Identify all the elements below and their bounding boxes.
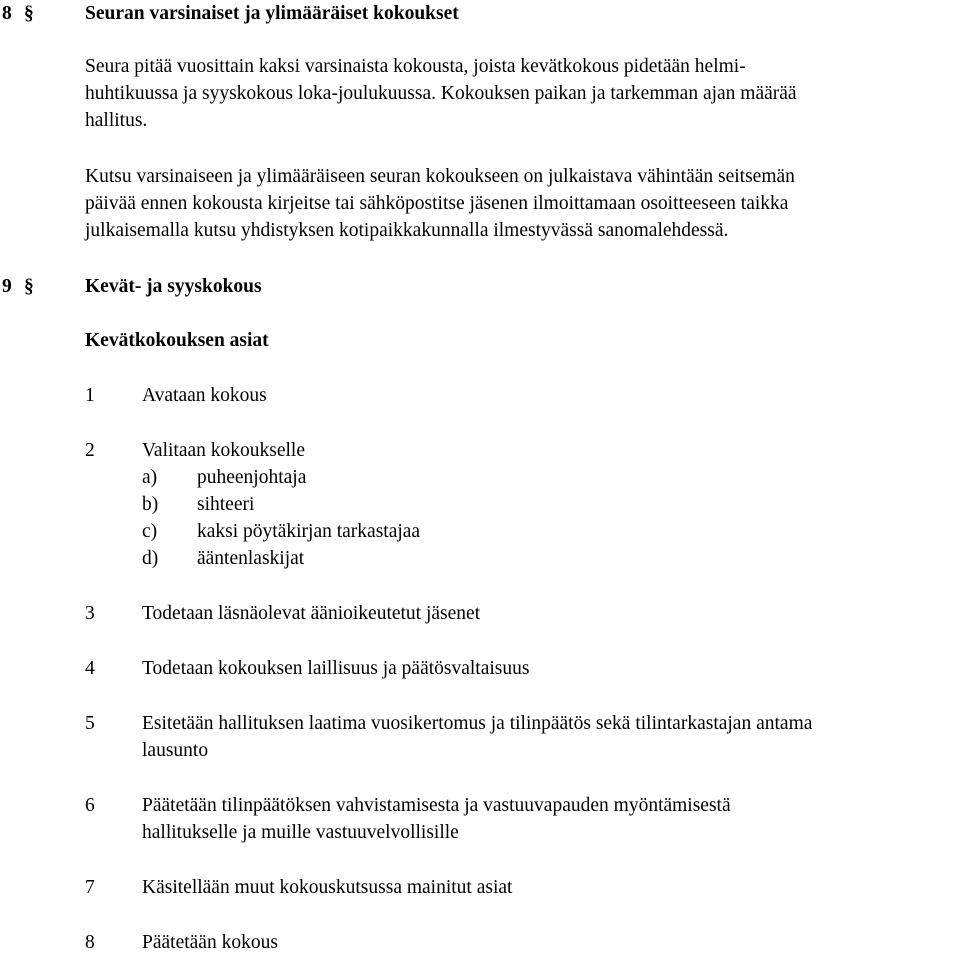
paragraph-line: Kutsu varsinaiseen ja ylimääräiseen seuran kokoukseen on julkaistava vähintään seitsemän (85, 166, 795, 187)
item-number: 6 (85, 795, 95, 816)
paragraph-line: Seura pitää vuosittain kaksi varsinaista kokousta, joista kevätkokous pidetään helmi- (85, 56, 746, 77)
item-number: 1 (85, 385, 95, 406)
item-number: 5 (85, 713, 95, 734)
item-number: 7 (85, 877, 95, 898)
paragraph-line: hallitus. (85, 110, 148, 131)
subitem-text: puheenjohtaja (197, 467, 307, 488)
subitem-text: ääntenlaskijat (197, 548, 305, 569)
item-text: Todetaan läsnäolevat äänioikeutetut jäsenet (142, 603, 481, 624)
section-title: Kevät- ja syyskokous (85, 276, 262, 297)
paragraph-line: huhtikuussa ja syyskokous loka-joulukuussa. Kokouksen paikan ja tarkemman ajan määrää (85, 83, 797, 104)
subitem-letter: a) (142, 467, 158, 488)
subitem-text: sihteeri (197, 494, 255, 515)
subitem-letter: b) (142, 494, 159, 515)
item-text: Käsitellään muut kokouskutsussa mainitut asiat (142, 877, 513, 898)
item-text: hallitukselle ja muille vastuuvelvollisille (142, 822, 459, 843)
paragraph-line: päivää ennen kokousta kirjeitse tai sähköpostitse jäsenen ilmoittamaan osoitteeseen taikka (85, 193, 789, 214)
paragraph-line: julkaisemalla kutsu yhdistyksen kotipaikkakunnalla ilmestyvässä sanomalehdessä. (85, 220, 729, 241)
item-text: Avataan kokous (142, 385, 267, 406)
subsection-title: Kevätkokouksen asiat (85, 330, 269, 351)
subitem-text: kaksi pöytäkirjan tarkastajaa (197, 521, 421, 542)
section-symbol: § (24, 276, 34, 297)
item-text: Päätetään tilinpäätöksen vahvistamisesta ja vastuuvapauden myöntämisestä (142, 795, 731, 816)
item-text: Päätetään kokous (142, 932, 278, 953)
section-symbol: § (24, 3, 34, 24)
item-text: Esitetään hallituksen laatima vuosikertomus ja tilinpäätös sekä tilintarkastajan antama (142, 713, 813, 734)
subitem-letter: c) (142, 521, 158, 542)
section-number: 8 (2, 3, 12, 24)
item-text: Todetaan kokouksen laillisuus ja päätösvaltaisuus (142, 658, 530, 679)
section-title: Seuran varsinaiset ja ylimääräiset kokoukset (85, 3, 459, 24)
item-number: 4 (85, 658, 95, 679)
item-number: 2 (85, 440, 95, 461)
item-text: Valitaan kokoukselle (142, 440, 305, 461)
item-text: lausunto (142, 740, 209, 761)
item-number: 8 (85, 932, 95, 953)
item-number: 3 (85, 603, 95, 624)
subitem-letter: d) (142, 548, 159, 569)
section-number: 9 (2, 276, 12, 297)
